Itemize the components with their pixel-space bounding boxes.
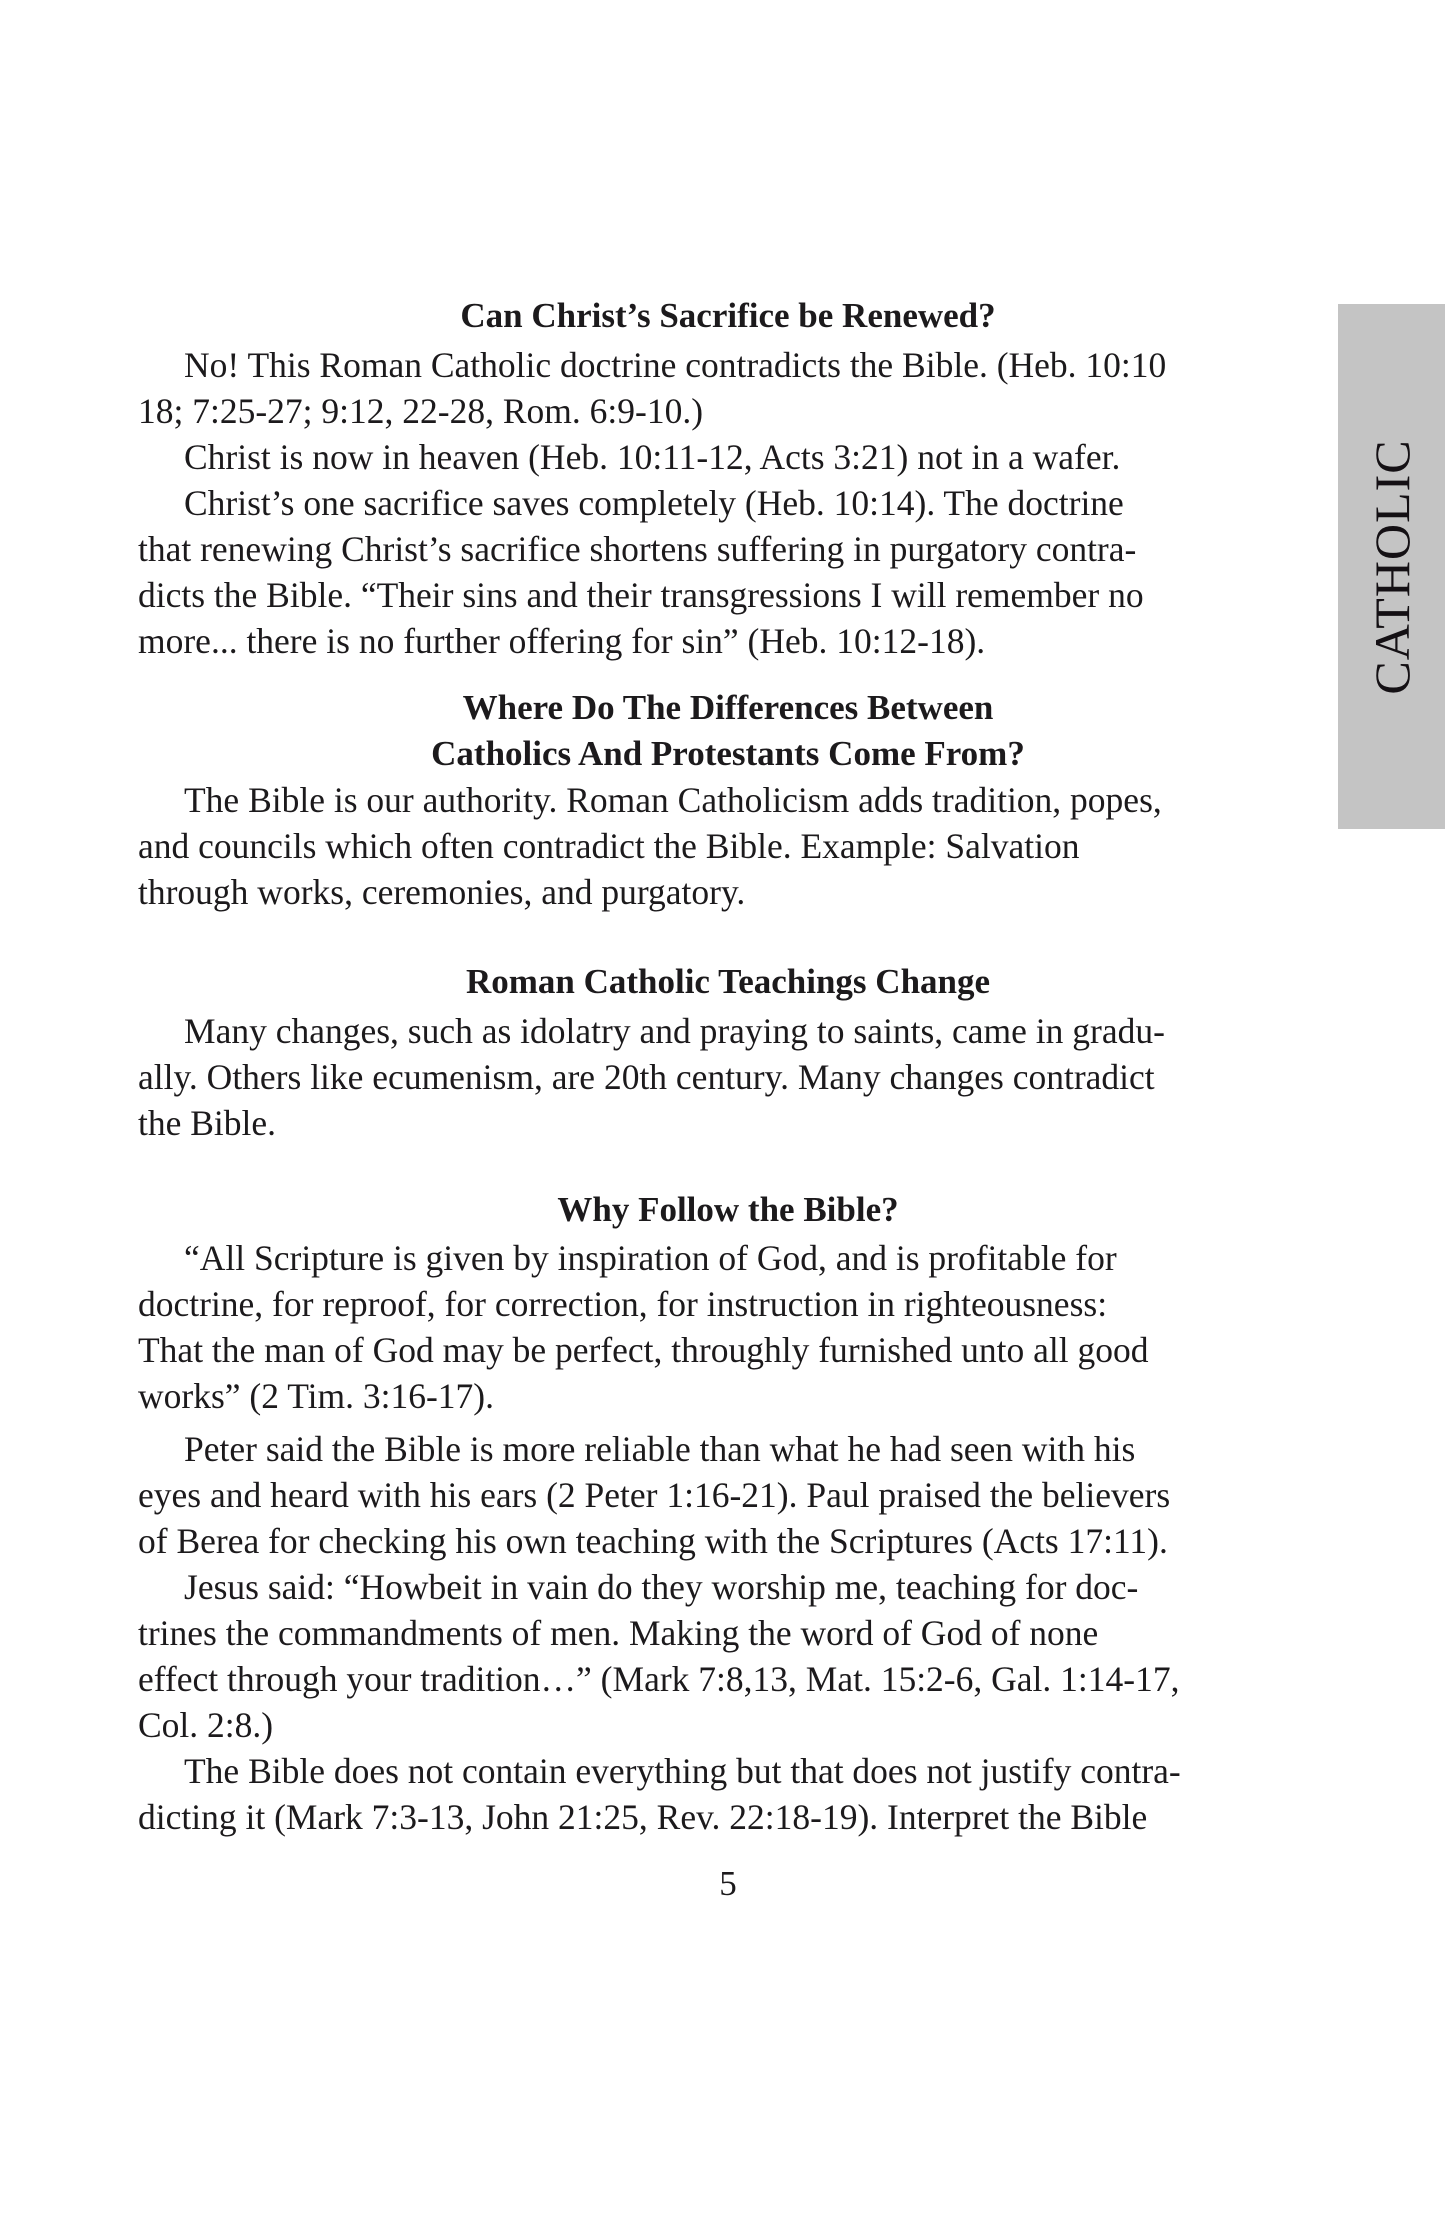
paragraph-line: the Bible. <box>138 1103 277 1143</box>
paragraph-line: ally. Others like ecumenism, are 20th century. Many changes contradict <box>138 1057 1155 1097</box>
page-number: 5 <box>719 1864 737 1903</box>
paragraph-line: “All Scripture is given by inspiration of God, and is profitable for <box>184 1238 1117 1278</box>
paragraph-line: effect through your tradition…” (Mark 7:8,13, Mat. 15:2-6, Gal. 1:14-17, <box>138 1659 1180 1699</box>
section-heading: Can Christ’s Sacrifice be Renewed? <box>460 296 996 335</box>
paragraph-line: of Berea for checking his own teaching with the Scriptures (Acts 17:11). <box>138 1521 1168 1561</box>
paragraph-line: Many changes, such as idolatry and praying to saints, came in gradu- <box>184 1011 1165 1051</box>
paragraph-line: The Bible does not contain everything but that does not justify contra- <box>184 1751 1181 1791</box>
section-heading: Why Follow the Bible? <box>557 1190 899 1229</box>
paragraph-line: 18; 7:25-27; 9:12, 22-28, Rom. 6:9-10.) <box>138 391 704 431</box>
side-tab-label: CATHOLIC <box>1363 438 1420 695</box>
paragraph-line: that renewing Christ’s sacrifice shortens suffering in purgatory contra- <box>138 529 1137 569</box>
section-heading: Roman Catholic Teachings Change <box>465 962 991 1001</box>
section-heading: Catholics And Protestants Come From? <box>431 734 1025 773</box>
paragraph-line: Christ’s one sacrifice saves completely (Heb. 10:14). The doctrine <box>184 483 1124 523</box>
paragraph-line: works” (2 Tim. 3:16-17). <box>138 1376 495 1416</box>
paragraph-line: Christ is now in heaven (Heb. 10:11-12, Acts 3:21) not in a wafer. <box>184 437 1121 477</box>
paragraph-line: dicting it (Mark 7:3-13, John 21:25, Rev. 22:18-19). Interpret the Bible <box>138 1797 1148 1837</box>
paragraph-line: The Bible is our authority. Roman Catholicism adds tradition, popes, <box>184 780 1162 820</box>
paragraph-line: Col. 2:8.) <box>138 1705 274 1745</box>
paragraph-line: eyes and heard with his ears (2 Peter 1:16-21). Paul praised the believers <box>138 1475 1171 1515</box>
paragraph-line: That the man of God may be perfect, throughly furnished unto all good <box>138 1330 1149 1370</box>
paragraph-line: Jesus said: “Howbeit in vain do they worship me, teaching for doc- <box>184 1567 1139 1607</box>
paragraph-line: trines the commandments of men. Making the word of God of none <box>138 1613 1099 1653</box>
side-tab <box>1338 304 1445 829</box>
paragraph-line: more... there is no further offering for sin” (Heb. 10:12-18). <box>138 621 986 661</box>
paragraph-line: No! This Roman Catholic doctrine contradicts the Bible. (Heb. 10:10 <box>184 345 1167 385</box>
paragraph-line: doctrine, for reproof, for correction, for instruction in righteousness: <box>138 1284 1108 1324</box>
section-heading: Where Do The Differences Between <box>462 688 994 727</box>
paragraph-line: and councils which often contradict the Bible. Example: Salvation <box>138 826 1080 866</box>
paragraph-line: Peter said the Bible is more reliable than what he had seen with his <box>184 1429 1136 1469</box>
paragraph-line: dicts the Bible. “Their sins and their transgressions I will remember no <box>138 575 1144 615</box>
paragraph-line: through works, ceremonies, and purgatory. <box>138 872 746 912</box>
